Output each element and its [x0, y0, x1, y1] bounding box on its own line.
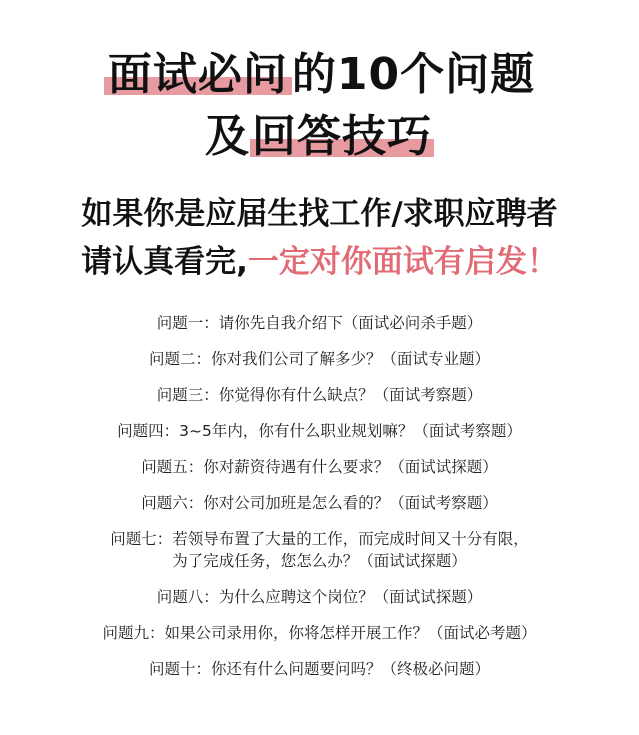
subtitle-line-2-accent: 一定对你面试有启发！: [247, 244, 558, 280]
headline-line-2: [0, 106, 639, 168]
question-item-4: 问题四：3~5年内，你有什么职业规划嘛？（面试考察题）: [117, 422, 522, 440]
question-item-7-line-1: 问题七：若领导布置了大量的工作，而完成时间又十分有限，: [110, 530, 529, 548]
question-item-3: 问题三：你觉得你有什么缺点？（面试考察题）: [156, 386, 483, 404]
question-item-2: 问题二：你对我们公司了解多少？（面试专业题）: [148, 350, 490, 368]
question-item-5: 问题五：你对薪资待遇有什么要求？（面试试探题）: [141, 458, 498, 476]
subtitle-line-2: [0, 236, 639, 281]
question-item-8: 问题八：为什么应聘这个岗位？（面试试探题）: [156, 588, 483, 606]
question-item-9: 问题九：如果公司录用你，你将怎样开展工作？（面试必考题）: [102, 624, 537, 642]
subtitle-line-2-plain: 请认真看完,: [81, 244, 248, 280]
headline: [0, 44, 639, 168]
question-item-6: 问题六：你对公司加班是怎么看的？（面试考察题）: [141, 494, 498, 512]
subtitle-line-1: 如果你是应届生找工作/求职应聘者: [81, 196, 558, 232]
question-item-1: 问题一：请你先自我介绍下（面试必问杀手题）: [156, 314, 483, 332]
headline-line-1: [0, 44, 639, 106]
question-item-7: [0, 528, 639, 572]
headline-line-1-rest: 的10个问题: [291, 49, 536, 100]
question-list: [0, 312, 639, 694]
question-item-10: 问题十：你还有什么问题要问吗？（终极必问题）: [148, 660, 490, 678]
headline-highlight-1: 面试必问: [104, 49, 292, 100]
question-item-7-line-2: 为了完成任务，您怎么办？（面试试探题）: [172, 552, 467, 570]
headline-highlight-2: 回答技巧: [252, 111, 432, 162]
headline-line-2-start: 及: [205, 111, 250, 162]
